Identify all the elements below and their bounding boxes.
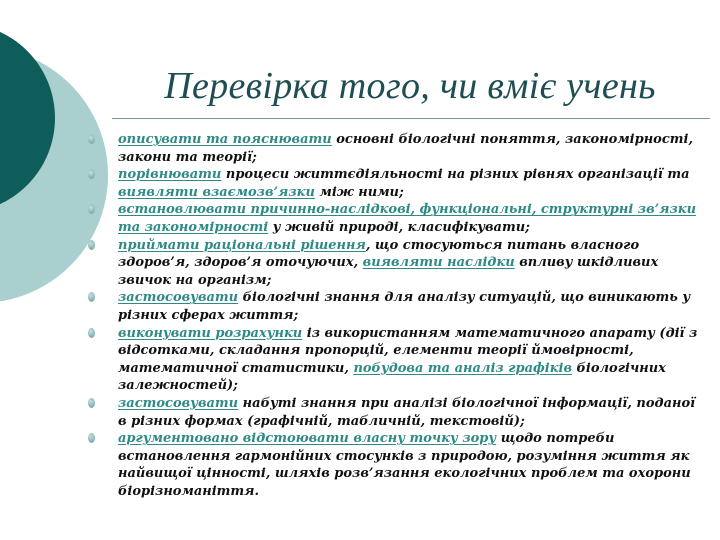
- emphasized-text: побудова та аналіз графіків: [353, 360, 572, 376]
- slide-title: Перевірка того, чи вміє учень: [164, 65, 656, 107]
- bullet-item: [88, 131, 704, 166]
- item-text: у живій природі, класифікувати;: [268, 219, 530, 235]
- title-divider: [112, 118, 710, 119]
- bullet-icon: [88, 328, 95, 338]
- item-text: , що стосуються питань власного здоров’я, здоров’я оточуючих,: [118, 237, 640, 271]
- bullet-icon: [88, 169, 95, 179]
- item-text: процеси життєдіяльності на різних рівнях організації та: [221, 167, 690, 183]
- bullet-icon: [88, 292, 95, 302]
- bullet-item: [88, 395, 704, 430]
- emphasized-text: виконувати розрахунки: [118, 325, 303, 341]
- item-text: основні біологічні поняття, закономірності, закони та теорії;: [118, 132, 693, 165]
- item-text: біологічні знання для аналізу ситуацій, що виникають у різних сферах життя;: [118, 290, 691, 323]
- bullet-item: [88, 325, 704, 395]
- emphasized-text: описувати та пояснювати: [118, 132, 332, 147]
- emphasized-text: приймати раціональні рішення: [118, 237, 366, 253]
- item-text: із використанням математичного апарату (дії з відсотками, складання пропорцій, елементи теорії ймовірності, математичної статистики,: [118, 325, 698, 376]
- bullet-item: [88, 289, 704, 324]
- bullet-item: [88, 430, 704, 500]
- emphasized-text: застосовувати: [118, 395, 239, 411]
- bullet-icon: [88, 433, 95, 443]
- bullet-icon: [88, 398, 95, 408]
- bullet-item: [88, 166, 704, 201]
- emphasized-text: встановлювати причинно-наслідкові, функціональні, структурні зв’язки та закономірності: [118, 202, 697, 235]
- bullet-icon: [88, 134, 95, 144]
- emphasized-text: аргументовано відстоювати власну точку зору: [118, 431, 497, 447]
- item-text: щодо потреби встановлення гармонійних стосунків з природою, розуміння життя як найвищої цінності, шляхів розв’язання екологічних проблем та охорони біорізноманіття.: [118, 431, 691, 499]
- emphasized-text: виявляти взаємозв’язки: [118, 184, 315, 200]
- item-text: набуті знання при аналізі біологічної інформації, поданої в різних формах (графічній, табличній, текстовій);: [118, 395, 696, 429]
- emphasized-text: порівнювати: [118, 167, 222, 183]
- bullet-item: [88, 201, 704, 236]
- item-text: біологічних залежностей);: [118, 360, 666, 394]
- item-text: між ними;: [314, 184, 404, 200]
- bullet-icon: [88, 240, 95, 250]
- bullet-list: [88, 131, 704, 500]
- item-text: впливу шкідливих звичок на організм;: [118, 255, 659, 288]
- bullet-item: [88, 237, 704, 290]
- emphasized-text: застосовувати: [118, 290, 239, 306]
- emphasized-text: виявляти наслідки: [362, 255, 515, 271]
- bullet-icon: [88, 204, 95, 214]
